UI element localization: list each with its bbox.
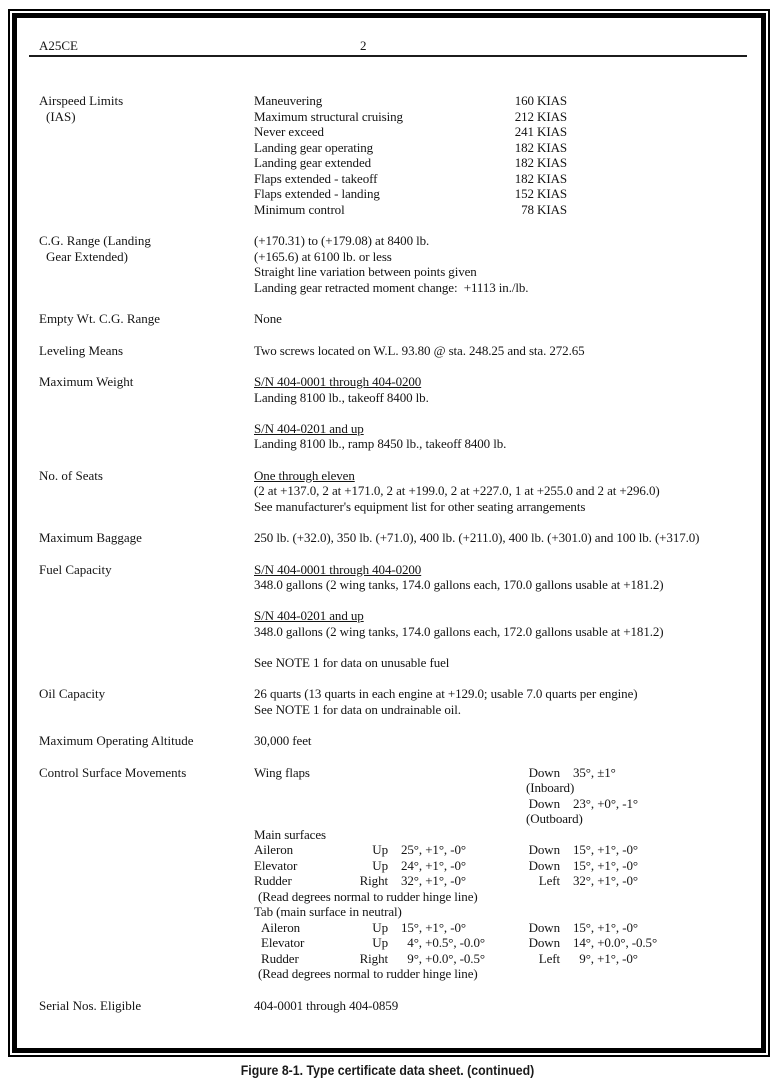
- section-maximum-weight: [39, 374, 751, 452]
- surface-name: [254, 811, 356, 827]
- airspeed-name: Never exceed: [254, 124, 324, 139]
- control-row: [254, 827, 751, 843]
- deflection-1: 4°, +0.5°, -0.0°: [401, 935, 485, 950]
- section-airspeed-limits: [39, 93, 751, 217]
- document-body: [39, 93, 751, 1013]
- control-row: [254, 966, 751, 982]
- underlined-heading: S/N 404-0001 through 404-0200: [254, 374, 422, 389]
- section-no-of-seats: [39, 468, 751, 515]
- airspeed-row: [254, 171, 567, 187]
- surface-name: Elevator: [254, 857, 298, 873]
- airspeed-row: [254, 186, 567, 202]
- direction-1: [356, 811, 388, 827]
- label-line: Control Surface Movements: [39, 764, 187, 780]
- control-row: [254, 842, 751, 858]
- section-label: [39, 765, 254, 982]
- direction-1: Up: [372, 919, 388, 935]
- section-maximum-operating-altitude: [39, 733, 751, 749]
- deflection-1: [388, 796, 521, 812]
- airspeed-value: 152 KIAS: [514, 186, 567, 201]
- direction-2: Down: [528, 795, 560, 811]
- direction-1: Right: [359, 873, 388, 888]
- airspeed-table: [254, 93, 567, 217]
- doc-id: A25CE: [39, 38, 78, 53]
- section-content: [254, 530, 751, 546]
- label-line: Airspeed Limits: [39, 93, 124, 108]
- airspeed-value: 182 KIAS: [514, 170, 567, 186]
- label-line: No. of Seats: [39, 467, 103, 483]
- section-oil-capacity: [39, 686, 751, 717]
- surface-name: [254, 796, 356, 812]
- airspeed-name: Maximum structural cruising: [254, 108, 403, 124]
- airspeed-row: [254, 109, 567, 125]
- deflection-2: 23°, +0°, -1°: [573, 795, 638, 811]
- text-line: Two screws located on W.L. 93.80 @ sta. 248.25 and sta. 272.65: [254, 342, 585, 358]
- airspeed-value: 182 KIAS: [514, 155, 567, 170]
- direction-1: [356, 796, 388, 812]
- text-line: (2 at +137.0, 2 at +171.0, 2 at +199.0, 2 at +227.0, 1 at +255.0 and 2 at +296.0): [254, 483, 660, 498]
- deflection-2: 35°, ±1°: [573, 764, 616, 780]
- page-header: [29, 38, 747, 57]
- section-content: [254, 468, 751, 515]
- page-border-outer: [8, 9, 770, 1057]
- section-cg-range: [39, 233, 751, 295]
- direction-1: Right: [359, 950, 388, 966]
- deflection-1: [388, 811, 521, 827]
- label-line: Maximum Baggage: [39, 530, 142, 545]
- text-line: 26 quarts (13 quarts in each engine at +129.0; usable 7.0 quarts per engine): [254, 686, 638, 701]
- section-label: [39, 733, 254, 749]
- section-label: [39, 343, 254, 359]
- text-line: See manufacturer's equipment list for other seating arrangements: [254, 498, 586, 514]
- deflection-2: 15°, +1°, -0°: [573, 857, 638, 873]
- label-line: Maximum Operating Altitude: [39, 733, 194, 748]
- direction-1: Up: [372, 935, 388, 950]
- section-label: [39, 562, 254, 671]
- underlined-heading: S/N 404-0201 and up: [254, 420, 364, 436]
- section-label: [39, 686, 254, 717]
- section-content: [254, 93, 751, 217]
- note-line: (Read degrees normal to rudder hinge line): [258, 966, 478, 981]
- airspeed-name: Maneuvering: [254, 93, 323, 108]
- label-line: C.G. Range (Landing: [39, 233, 151, 248]
- label-line: Gear Extended): [46, 248, 128, 264]
- deflection-1: [388, 765, 521, 781]
- section-empty-wt-cg-range: [39, 311, 751, 327]
- surface-name: Rudder: [254, 873, 292, 888]
- airspeed-row: [254, 202, 567, 218]
- underlined-heading: S/N 404-0001 through 404-0200: [254, 561, 422, 577]
- text-line: Landing gear retracted moment change: +1113 in./lb.: [254, 279, 529, 295]
- control-row: [254, 765, 751, 781]
- surface-name: Rudder: [261, 950, 299, 966]
- text-line: 250 lb. (+32.0), 350 lb. (+71.0), 400 lb. (+211.0), 400 lb. (+301.0) and 100 lb. (+317.0): [254, 530, 700, 545]
- text-line: 30,000 feet: [254, 733, 312, 748]
- deflection-1: 25°, +1°, -0°: [401, 842, 466, 857]
- airspeed-value: 212 KIAS: [514, 108, 567, 124]
- deflection-1: 9°, +0.0°, -0.5°: [401, 950, 485, 966]
- note-line: (Read degrees normal to rudder hinge line): [258, 888, 478, 904]
- control-row: [254, 796, 751, 812]
- control-row: [254, 811, 751, 827]
- text-line: See NOTE 1 for data on undrainable oil.: [254, 701, 461, 717]
- page-number: 2: [360, 38, 367, 53]
- text-line: Landing 8100 lb., takeoff 8400 lb.: [254, 389, 429, 405]
- section-content: [254, 374, 751, 452]
- airspeed-value: 78 KIAS: [521, 201, 567, 217]
- label-line: Fuel Capacity: [39, 561, 112, 577]
- text-line: 348.0 gallons (2 wing tanks, 174.0 gallons each, 172.0 gallons usable at +181.2): [254, 623, 664, 639]
- text-line: None: [254, 311, 282, 326]
- page-border-inner: [12, 13, 766, 1053]
- group-heading: Tab (main surface in neutral): [254, 904, 402, 919]
- control-row: [254, 858, 751, 874]
- direction-2: Left: [538, 873, 560, 888]
- section-label: [39, 233, 254, 295]
- control-row: [254, 904, 751, 920]
- control-row: [254, 873, 751, 889]
- direction-2: Down: [528, 842, 560, 857]
- location-label: (Inboard): [526, 780, 575, 795]
- section-maximum-baggage: [39, 530, 751, 546]
- control-row: [254, 951, 751, 967]
- label-line: Maximum Weight: [39, 374, 134, 389]
- deflection-1: 15°, +1°, -0°: [401, 919, 466, 935]
- airspeed-name: Landing gear operating: [254, 139, 374, 155]
- deflection-2: 15°, +1°, -0°: [573, 842, 638, 857]
- section-label: [39, 311, 254, 327]
- direction-1: Up: [372, 857, 388, 873]
- text-line: 348.0 gallons (2 wing tanks, 174.0 gallons each, 170.0 gallons usable at +181.2): [254, 577, 664, 592]
- section-fuel-capacity: [39, 562, 751, 671]
- airspeed-name: Flaps extended - takeoff: [254, 170, 378, 186]
- surface-name: Aileron: [261, 919, 301, 935]
- underlined-heading: One through eleven: [254, 467, 355, 483]
- section-control-surface-movements: [39, 765, 751, 982]
- text-line: Straight line variation between points given: [254, 264, 477, 279]
- deflection-2: 9°, +1°, -0°: [573, 950, 638, 966]
- blank-line: [254, 639, 751, 655]
- airspeed-name: Minimum control: [254, 201, 345, 217]
- text-line: Landing 8100 lb., ramp 8450 lb., takeoff 8400 lb.: [254, 436, 507, 451]
- airspeed-row: [254, 140, 567, 156]
- direction-2: Down: [528, 764, 560, 780]
- section-label: [39, 998, 254, 1014]
- direction-1: [356, 765, 388, 781]
- section-content: [254, 233, 751, 295]
- section-label: [39, 468, 254, 515]
- deflection-1: [388, 780, 521, 796]
- group-heading: Main surfaces: [254, 826, 326, 842]
- control-row: [254, 889, 751, 905]
- airspeed-value: 241 KIAS: [514, 124, 567, 139]
- direction-2: Down: [528, 919, 560, 935]
- section-serial-nos-eligible: [39, 998, 751, 1014]
- airspeed-row: [254, 155, 567, 171]
- text-line: See NOTE 1 for data on unusable fuel: [254, 654, 450, 670]
- deflection-2: 14°, +0.0°, -0.5°: [573, 935, 658, 950]
- label-line: Empty Wt. C.G. Range: [39, 311, 161, 326]
- label-line: Oil Capacity: [39, 686, 106, 701]
- text-line: 404-0001 through 404-0859: [254, 997, 399, 1013]
- location-label: (Outboard): [526, 811, 583, 826]
- airspeed-value: 182 KIAS: [514, 139, 567, 155]
- section-label: [39, 530, 254, 546]
- blank-line: [254, 593, 751, 609]
- deflection-1: 24°, +1°, -0°: [401, 857, 466, 873]
- text-line: (+170.31) to (+179.08) at 8400 lb.: [254, 233, 430, 248]
- airspeed-row: [254, 93, 567, 109]
- type-certificate-data-sheet: [17, 18, 761, 1013]
- section-leveling-means: [39, 343, 751, 359]
- section-content: [254, 765, 751, 982]
- control-row: [254, 780, 751, 796]
- airspeed-name: Landing gear extended: [254, 155, 372, 170]
- direction-1: Up: [372, 842, 388, 857]
- direction-1: [356, 780, 388, 796]
- label-line: Serial Nos. Eligible: [39, 997, 142, 1013]
- airspeed-name: Flaps extended - landing: [254, 186, 380, 201]
- direction-2: Down: [528, 857, 560, 873]
- section-content: [254, 686, 751, 717]
- section-content: [254, 343, 751, 359]
- section-label: [39, 374, 254, 452]
- deflection-2: 32°, +1°, -0°: [573, 873, 638, 888]
- surface-name: Elevator: [261, 935, 305, 950]
- label-line: (IAS): [46, 108, 76, 124]
- control-surface-table: [254, 765, 751, 982]
- control-row: [254, 935, 751, 951]
- section-content: [254, 562, 751, 671]
- text-line: (+165.6) at 6100 lb. or less: [254, 248, 392, 264]
- deflection-2: 15°, +1°, -0°: [573, 919, 638, 935]
- label-line: Leveling Means: [39, 342, 124, 358]
- section-label: [39, 93, 254, 217]
- surface-name: Aileron: [254, 842, 294, 857]
- section-content: [254, 733, 751, 749]
- underlined-heading: S/N 404-0201 and up: [254, 608, 364, 623]
- deflection-1: 32°, +1°, -0°: [401, 873, 466, 888]
- airspeed-row: [254, 124, 567, 140]
- surface-name: Wing flaps: [254, 764, 310, 780]
- direction-2: Left: [538, 950, 560, 966]
- figure-caption: Figure 8-1. Type certificate data sheet. (continued): [240, 1062, 535, 1078]
- blank-line: [254, 405, 751, 421]
- airspeed-value: 160 KIAS: [514, 93, 567, 108]
- surface-name: [254, 780, 356, 796]
- direction-2: Down: [528, 935, 560, 950]
- section-content: [254, 311, 751, 327]
- control-row: [254, 920, 751, 936]
- section-content: [254, 998, 751, 1014]
